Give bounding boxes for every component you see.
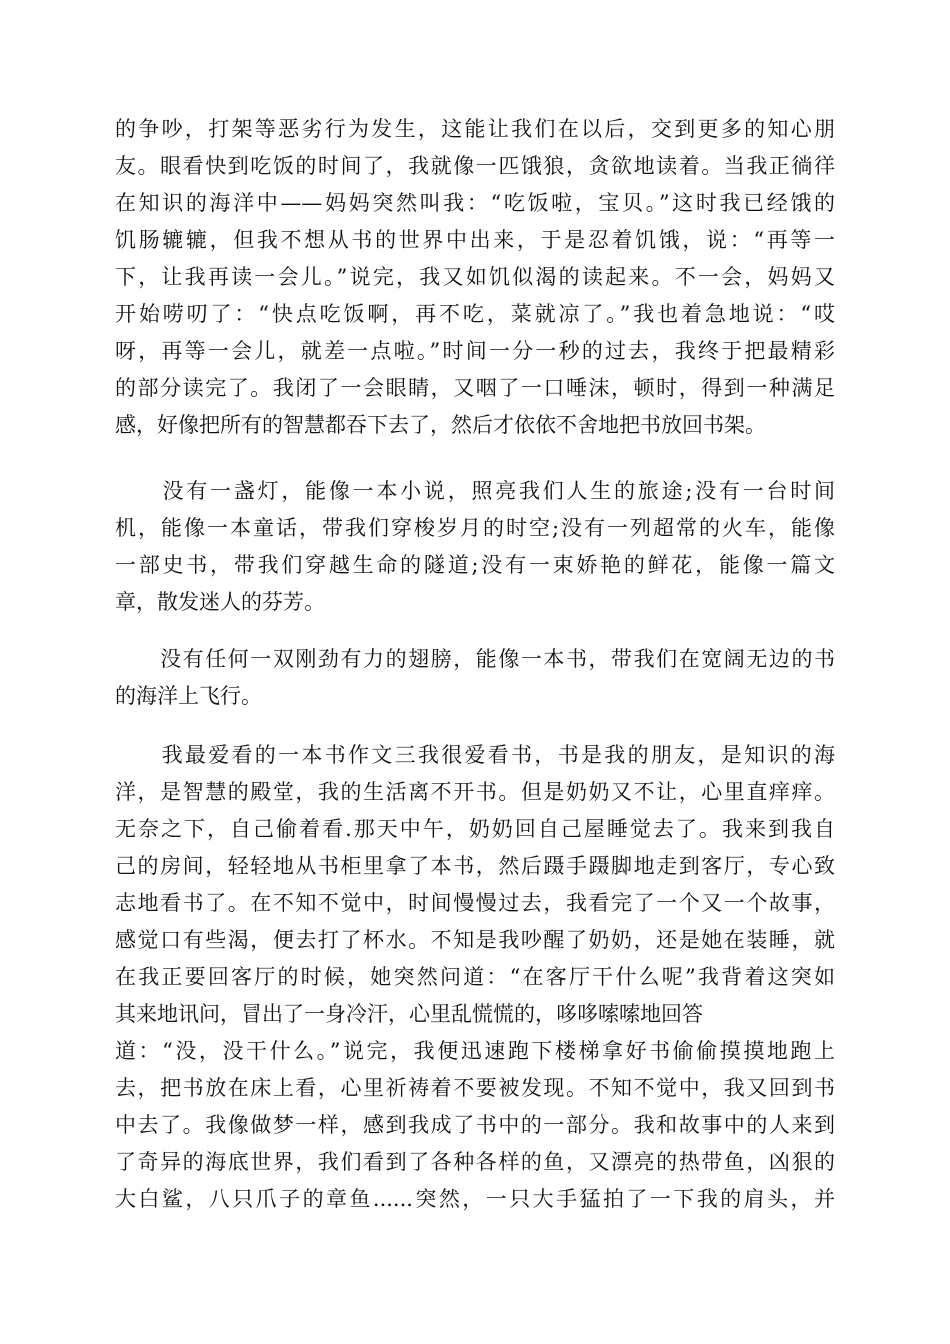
text-line: 道：“没，没干什么。”说完，我便迅速跑下楼梯拿好书偷偷摸摸地跑上 xyxy=(115,1039,835,1063)
text-line: 饥肠辘辘，但我不想从书的世界中出来，于是忍着饥饿，说：“再等一 xyxy=(115,228,835,252)
text-line: 其来地讯问，冒出了一身冷汗，心里乱慌慌的，哆哆嗦嗦地回答 xyxy=(115,1002,703,1026)
text-line: 我最爱看的一本书作文三我很爱看书，书是我的朋友，是知识的海 xyxy=(115,743,835,767)
text-line: 下，让我再读一会儿。”说完，我又如饥似渴的读起来。不一会，妈妈又 xyxy=(115,265,835,289)
text-line: 没有一盏灯，能像一本小说，照亮我们人生的旅途;没有一台时间 xyxy=(115,479,835,503)
text-line: 去，把书放在床上看，心里祈祷着不要被发现。不知不觉中，我又回到书 xyxy=(115,1076,835,1100)
text-line: 志地看书了。在不知不觉中，时间慢慢过去，我看完了一个又一个故事， xyxy=(115,891,835,915)
text-line: 章，散发迷人的芬芳。 xyxy=(115,590,325,614)
text-line: 的海洋上飞行。 xyxy=(115,684,262,708)
text-line: 中去了。我像做梦一样，感到我成了书中的一部分。我和故事中的人来到 xyxy=(115,1113,835,1137)
text-line: 没有任何一双刚劲有力的翅膀，能像一本书，带我们在宽阔无边的书 xyxy=(115,647,835,671)
text-line: 了奇异的海底世界，我们看到了各种各样的鱼，又漂亮的热带鱼，凶狠的 xyxy=(115,1150,835,1174)
text-line: 的争吵，打架等恶劣行为发生，这能让我们在以后，交到更多的知心朋 xyxy=(115,117,835,141)
paragraph-no-lamp xyxy=(115,473,835,621)
paragraph-essay-three xyxy=(115,737,835,1218)
text-line: 洋，是智慧的殿堂，我的生活离不开书。但是奶奶又不让，心里直痒痒。 xyxy=(115,780,835,804)
text-line: 己的房间，轻轻地从书柜里拿了本书，然后蹑手蹑脚地走到客厅，专心致 xyxy=(115,854,835,878)
text-line: 友。眼看快到吃饭的时间了，我就像一匹饿狼，贪欲地读着。当我正徜徉 xyxy=(115,154,835,178)
text-line: 在我正要回客厅的时候，她突然问道：“在客厅干什么呢”我背着这突如 xyxy=(115,965,835,989)
text-line: 的部分读完了。我闭了一会眼睛，又咽了一口唾沫，顿时，得到一种满足 xyxy=(115,376,835,400)
text-line: 大白鲨，八只爪子的章鱼......突然，一只大手猛拍了一下我的肩头，并 xyxy=(115,1187,835,1211)
text-line: 开始唠叨了：“快点吃饭啊，再不吃，菜就凉了。”我也着急地说：“哎 xyxy=(115,302,835,326)
text-line: 呀，再等一会儿，就差一点啦。”时间一分一秒的过去，我终于把最精彩 xyxy=(115,339,835,363)
text-line: 无奈之下，自己偷着看.那天中午，奶奶回自己屋睡觉去了。我来到我自 xyxy=(115,817,835,841)
text-line: 在知识的海洋中——妈妈突然叫我：“吃饭啦，宝贝。”这时我已经饿的 xyxy=(115,191,835,215)
paragraph-wings xyxy=(115,641,835,715)
text-line: 机，能像一本童话，带我们穿梭岁月的时空;没有一列超常的火车，能像 xyxy=(115,516,835,540)
text-line: 感觉口有些渴，便去打了杯水。不知是我吵醒了奶奶，还是她在装睡，就 xyxy=(115,928,835,952)
paragraph-reading-at-dinnertime xyxy=(115,111,835,444)
text-line: 一部史书，带我们穿越生命的隧道;没有一束娇艳的鲜花，能像一篇文 xyxy=(115,553,835,577)
text-line: 感，好像把所有的智慧都吞下去了，然后才依依不舍地把书放回书架。 xyxy=(115,413,766,437)
